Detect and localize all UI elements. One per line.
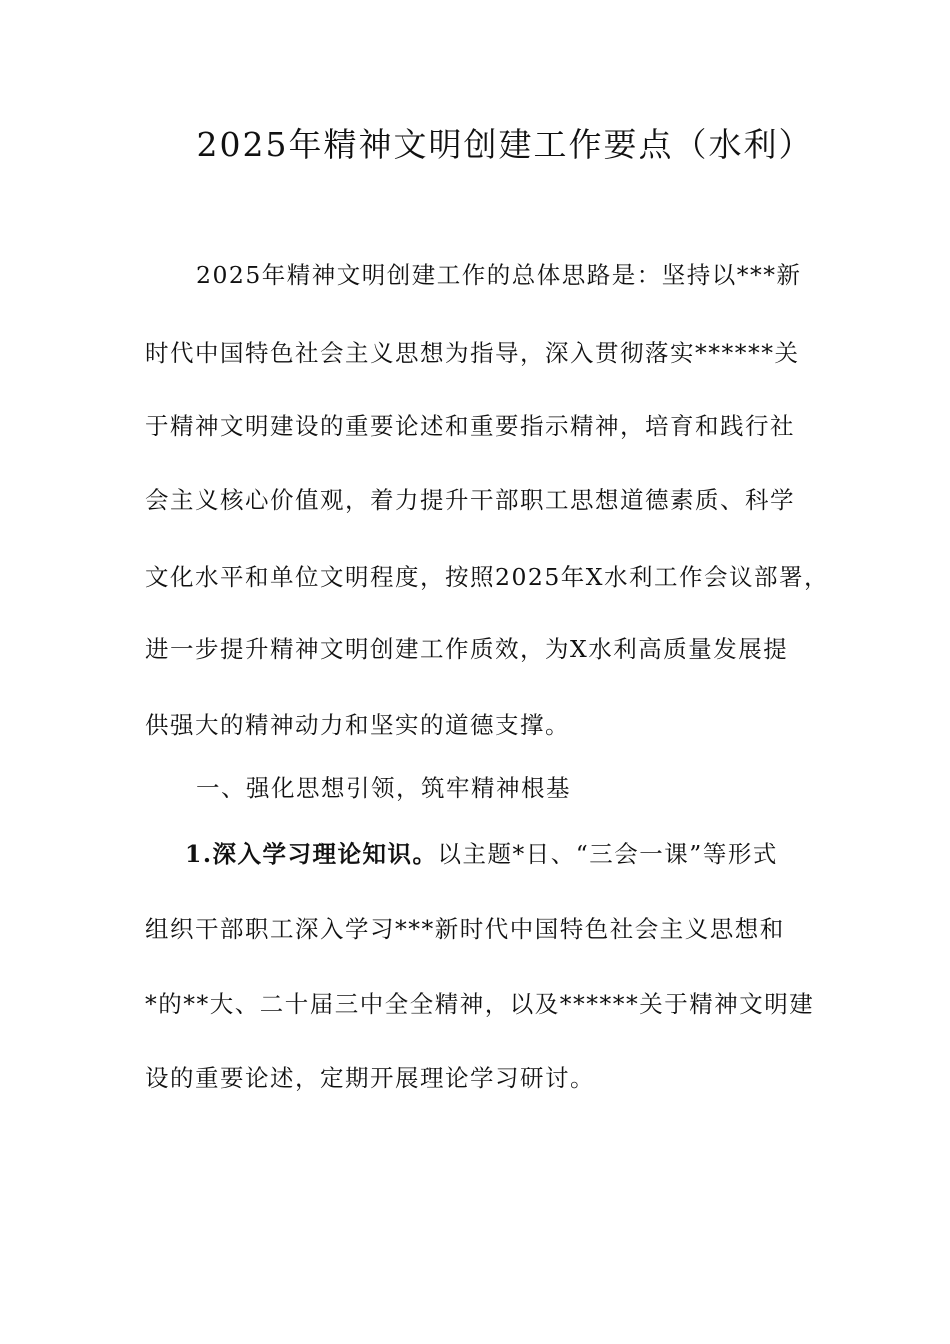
intro-line-7: 供强大的精神动力和坚实的道德支撑。 xyxy=(145,711,570,739)
intro-line-1: 2025年精神文明创建工作的总体思路是：坚持以***新 xyxy=(196,261,802,289)
item-1-line-4: 设的重要论述，定期开展理论学习研讨。 xyxy=(145,1064,595,1092)
item-1-first-line xyxy=(185,834,865,874)
intro-line-3: 于精神文明建设的重要论述和重要指示精神，培育和践行社 xyxy=(145,412,795,440)
item-1-line-3: *的**大、二十届三中全全精神，以及******关于精神文明建 xyxy=(145,990,815,1018)
item-1-line-2: 组织干部职工深入学习***新时代中国特色社会主义思想和 xyxy=(145,915,785,943)
item-1-first-line-text: 以主题*日、“三会一课”等形式 xyxy=(437,840,778,868)
item-1-title: 1.深入学习理论知识。 xyxy=(185,840,438,868)
intro-line-2: 时代中国特色社会主义思想为指导，深入贯彻落实******关 xyxy=(145,339,800,367)
intro-line-4: 会主义核心价值观，着力提升干部职工思想道德素质、科学 xyxy=(145,486,795,514)
document-title: 2025年精神文明创建工作要点（水利） xyxy=(196,125,814,164)
intro-line-5: 文化水平和单位文明程度，按照2025年X水利工作会议部署， xyxy=(145,563,830,591)
section-heading: 一、强化思想引领，筑牢精神根基 xyxy=(196,774,571,802)
intro-line-6: 进一步提升精神文明创建工作质效，为X水利高质量发展提 xyxy=(145,635,789,663)
